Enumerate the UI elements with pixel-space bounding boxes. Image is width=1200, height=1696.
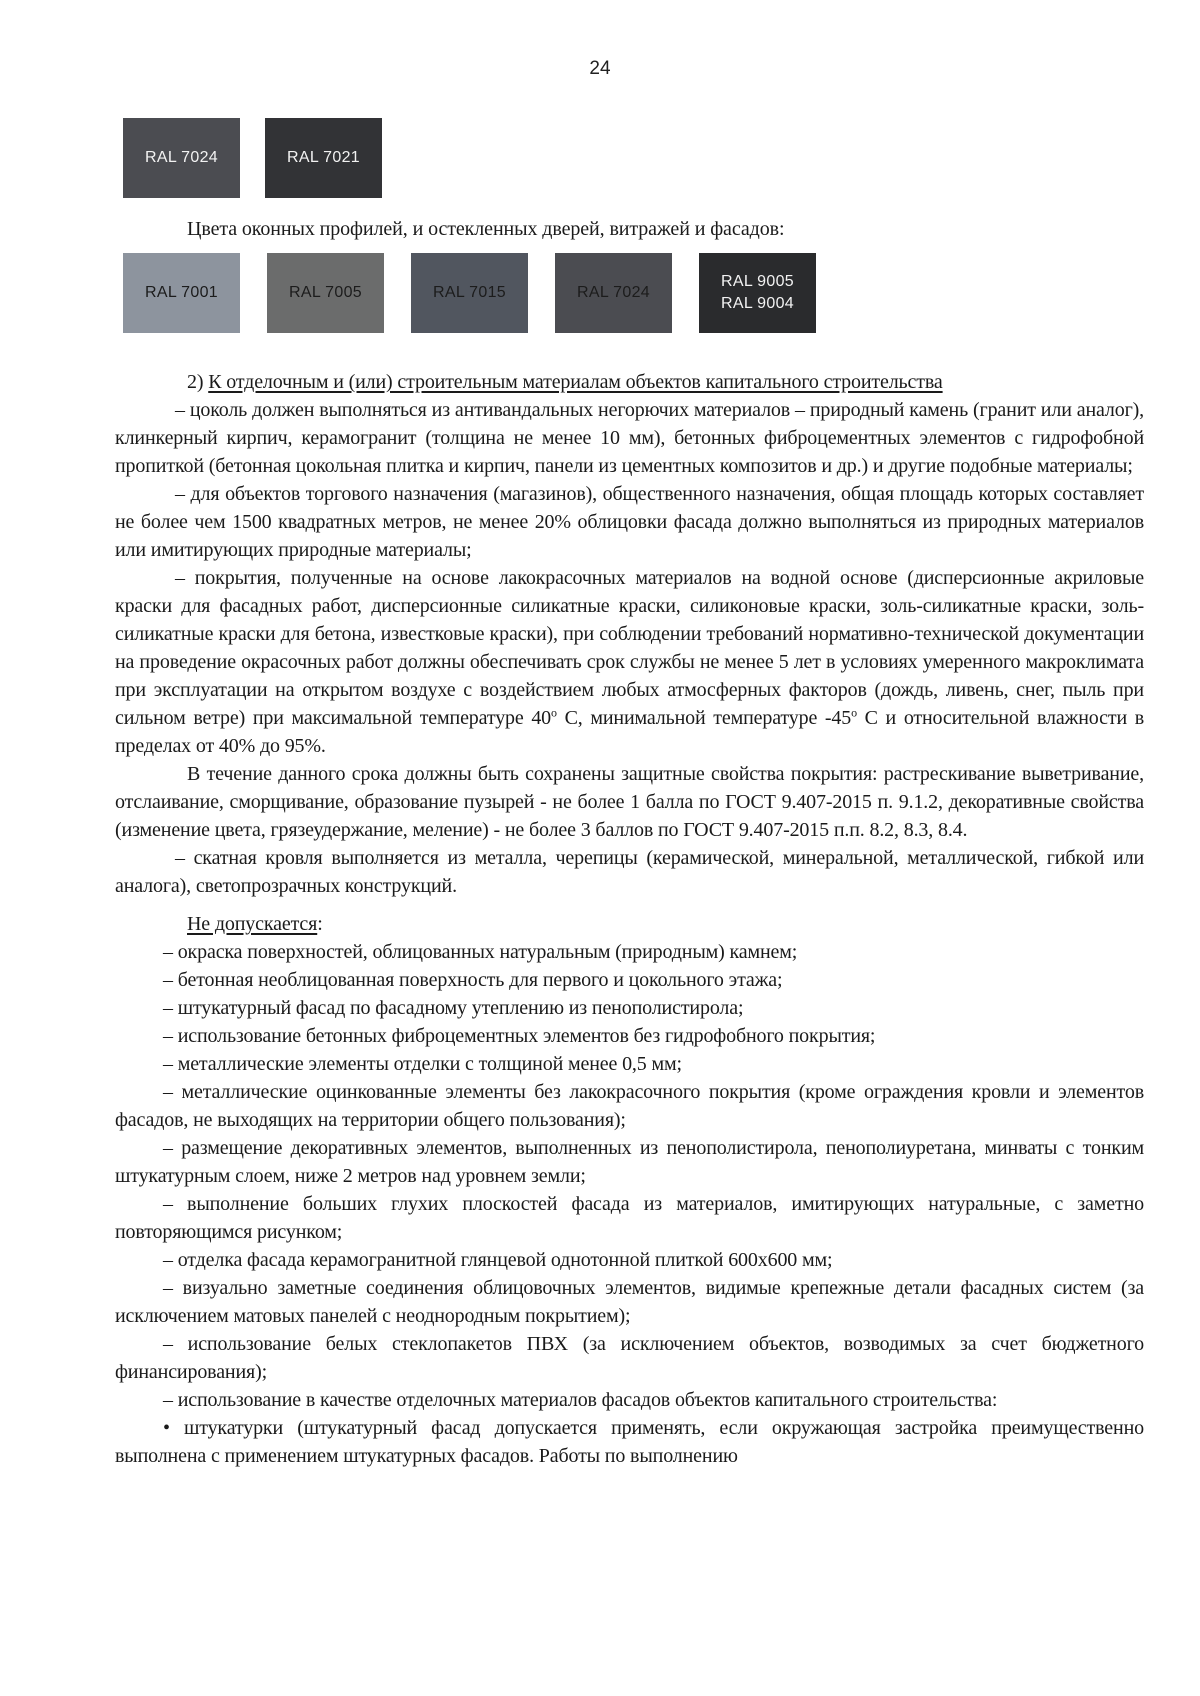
degree-sign: о: [551, 705, 557, 720]
page-number: 24: [589, 58, 611, 79]
list-item: – размещение декоративных элементов, выполненных из пенополистирола, пенополиуретана, минваты с тонким штукатурным слоем, ниже 2 метров над уровнем земли;: [115, 1137, 1144, 1187]
list-item: – использование бетонных фиброцементных элементов без гидрофобного покрытия;: [163, 1025, 876, 1047]
list-item: – бетонная необлицованная поверхность для первого и цокольного этажа;: [163, 969, 783, 991]
paragraph-coatings: – покрытия, полученные на основе лакокрасочных материалов на водной основе (дисперсионные акриловые краски для фасадных работ, дисперсионные силикатные краски, силиконовые краски, золь-силикатные краски, золь-силикатные краски для бетона, известковые краски), при соблюдении требований нормативно-технической документации на проведение окрасочных работ должны обеспечивать срок службы не менее 5 лет в условиях умеренного макроклимата при эксплуатации на открытом воздухе с воздействием любых атмосферных факторов (дождь, ливень, снег, пыль при сильном ветре) при максимальной температуре $40^о$ С, минимальной температуре $-45^о$ С и относительной влажности в пределах от 40% до 95%.: [115, 567, 1144, 757]
degree-sign: о: [851, 705, 857, 720]
list-item: – металлические оцинкованные элементы без лакокрасочного покрытия (кроме ограждения кровли и элементов фасадов, не выходящих на территории общего пользования);: [115, 1081, 1144, 1131]
swatch-label-9005: RAL 9005: [721, 273, 794, 290]
color-swatch-ral-7005: [267, 253, 384, 333]
section-2-heading: [115, 368, 1144, 396]
color-swatch-ral-9005-9004: [699, 253, 816, 333]
swatch-label: RAL 7015: [433, 284, 506, 301]
color-swatch-ral-7021: [265, 118, 382, 198]
not-allowed-heading: Не допускается:: [187, 913, 323, 935]
frame-colors-caption: Цвета оконных профилей, и остекленных дверей, витражей и фасадов:: [187, 218, 785, 240]
swatch-label: RAL 7024: [577, 284, 650, 301]
swatch-label: RAL 7001: [145, 284, 218, 301]
paragraph-protective-properties: В течение данного срока должны быть сохранены защитные свойства покрытия: растрескивание выветривание, отслаивание, сморщивание, образование пузырей - не более 1 балла по ГОСТ 9.407-2015 п. 9.1.2, декоративные свойства (изменение цвета, грязеудержание, меление) - не более 3 баллов по ГОСТ 9.407-2015 п.п. 8.2, 8.3, 8.4.: [115, 763, 1144, 841]
list-item: – использование белых стеклопакетов ПВХ (за исключением объектов, возводимых за счет бюджетного финансирования);: [115, 1333, 1144, 1383]
paragraph-commercial-objects: – для объектов торгового назначения (магазинов), общественного назначения, общая площадь которых составляет не более чем 1500 квадратных метров, не менее 20% облицовки фасада должно выполняться из природных материалов или имитирующих природные материалы;: [115, 483, 1144, 561]
swatch-label-9004: RAL 9004: [721, 295, 794, 312]
paragraph-plinth: – цоколь должен выполняться из антивандальных негорючих материалов – природный камень (гранит или аналог), клинкерный кирпич, керамогранит (толщина не менее 10 мм), бетонных фиброцементных элементов с гидрофобной пропиткой (бетонная цокольная плитка и кирпич, панели из цементных композитов и др.) и другие подобные материалы;: [115, 399, 1144, 477]
color-swatch-ral-7024-top: [123, 118, 240, 198]
color-swatch-ral-7001: [123, 253, 240, 333]
swatch-label: RAL 7021: [287, 149, 360, 166]
list-item: – окраска поверхностей, облицованных натуральным (природным) камнем;: [163, 941, 798, 963]
list-item: – металлические элементы отделки с толщиной менее 0,5 мм;: [163, 1053, 682, 1075]
list-item: – визуально заметные соединения облицовочных элементов, видимые крепежные детали фасадных систем (за исключением матовых панелей с неоднородным покрытием);: [115, 1277, 1144, 1327]
section-2-title: К отделочным и (или) строительным материалам объектов капитального строительства: [208, 371, 943, 393]
bullet-icon: •: [163, 1417, 170, 1439]
list-item: – штукатурный фасад по фасадному утеплению из пенополистирола;: [163, 997, 744, 1019]
paragraph-roofing: – скатная кровля выполняется из металла, черепицы (керамической, минеральной, металлической, гибкой или аналога), светопрозрачных конструкций.: [115, 847, 1144, 897]
swatch-label: RAL 7024: [145, 149, 218, 166]
list-item: – отделка фасада керамогранитной глянцевой однотонной плиткой 600х600 мм;: [163, 1249, 833, 1271]
color-swatch-ral-7015: [411, 253, 528, 333]
list-item: – использование в качестве отделочных материалов фасадов объектов капитального строительства:: [163, 1389, 998, 1411]
color-swatch-ral-7024: [555, 253, 672, 333]
document-body: [115, 368, 1144, 1470]
bullet-item-plaster: • штукатурки (штукатурный фасад допускается применять, если окружающая застройка преимущественно выполнена с применением штукатурных фасадов. Работы по выполнению: [115, 1417, 1144, 1467]
swatch-label: RAL 7005: [289, 284, 362, 301]
section-2-prefix: 2): [187, 371, 209, 393]
list-item: – выполнение больших глухих плоскостей фасада из материалов, имитирующих натуральные, с заметно повторяющимся рисунком;: [115, 1193, 1144, 1243]
